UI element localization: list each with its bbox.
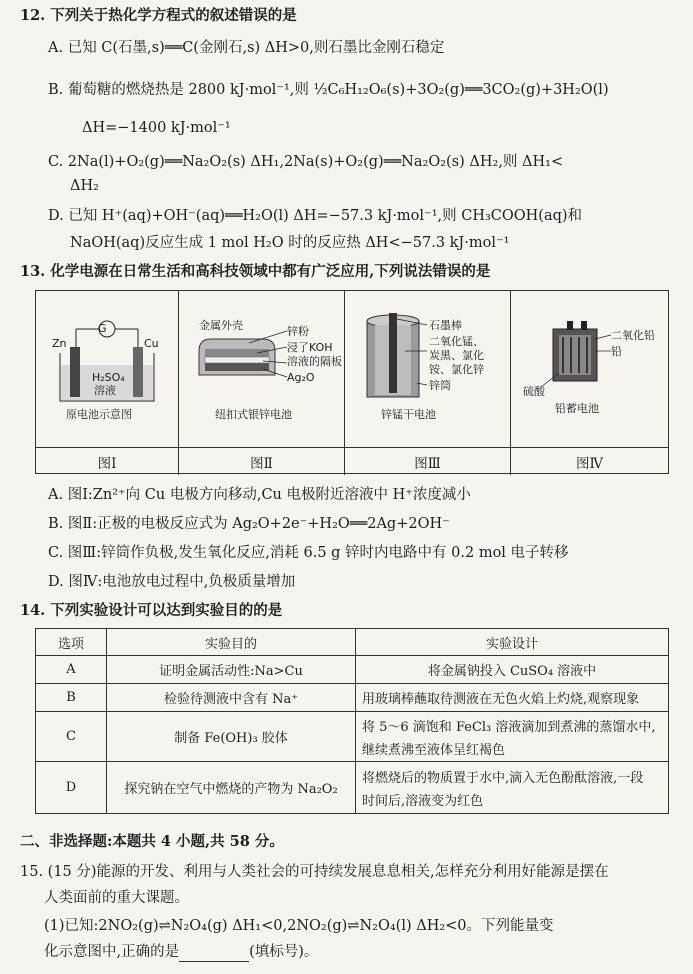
figure-4-caption: 图Ⅳ (576, 456, 603, 472)
row-goal: 制备 Fe(OH)₃ 胶体 (107, 712, 356, 762)
koh-label: 浸了KOH (287, 341, 333, 354)
zinc-can-label: 锌筒 (429, 379, 451, 392)
figure-3-caption: 图Ⅲ (414, 456, 441, 472)
row-design-line2: 继续煮沸至液体呈红褐色 (362, 742, 506, 758)
row-option: D (36, 762, 107, 814)
row-goal: 探究钠在空气中燃烧的产物为 Na₂O₂ (107, 762, 356, 814)
separator-label: 溶液的隔板 (287, 355, 342, 368)
figure-4-cell (511, 291, 668, 475)
q12-option-d-line1: D. 已知 H⁺(aq)+OH⁻(aq)══H₂O(l) ΔH=−57.3 kJ·mol⁻¹,则 CH₃COOH(aq)和 (48, 208, 583, 224)
q13-option-a: A. 图Ⅰ:Zn²⁺向 Cu 电极方向移动,Cu 电极附近溶液中 H⁺浓度减小 (48, 487, 471, 503)
zn-label: Zn (52, 337, 67, 350)
table-row (36, 712, 669, 762)
figure-2-title: 纽扣式银锌电池 (215, 408, 292, 421)
q12-option-c-line2: ΔH₂ (70, 178, 99, 194)
q12-option-b-line1: B. 葡萄糖的燃烧热是 2800 kJ·mol⁻¹,则 ½C₆H₁₂O₆(s)+3O₂(g)══3CO₂(g)+3H₂O(l) (48, 82, 609, 98)
q14-stem: 14. 下列实验设计可以达到实验目的的是 (20, 602, 283, 619)
row-design-line1: 将燃烧后的物质置于水中,滴入无色酚酞溶液,一段 (362, 770, 644, 786)
answer-blank[interactable] (179, 947, 249, 962)
q15-line-1: 15. (15 分)能源的开发、利用与人类社会的可持续发展息息相关,怎样充分利用好能源是摆在 (20, 864, 609, 880)
battery-figure-table (35, 290, 669, 474)
q15-line-4 (44, 942, 318, 962)
q15-line-4-text: 化示意图中,正确的是 (44, 944, 180, 960)
figure-2-cell (179, 291, 345, 475)
row-design (356, 712, 669, 762)
row-design: 用玻璃棒蘸取待测液在无色火焰上灼烧,观察现象 (356, 684, 669, 712)
figure-1-cell (36, 291, 179, 475)
row-option: C (36, 712, 107, 762)
figure-2-caption: 图Ⅱ (250, 456, 273, 472)
figure-3-cell (345, 291, 511, 475)
q15-line-2: 人类面前的重大课题。 (44, 890, 189, 906)
galvanometer-label: G (98, 322, 107, 335)
q12-option-d-line2: NaOH(aq)反应生成 1 mol H₂O 时的反应热 ΔH<−57.3 kJ·mol⁻¹ (70, 235, 510, 251)
q13-option-c: C. 图Ⅲ:锌筒作负极,发生氧化反应,消耗 6.5 g 锌时内电路中有 0.2 mol 电子转移 (48, 545, 569, 561)
row-goal: 检验待测液中含有 Na⁺ (107, 684, 356, 712)
table-row (36, 656, 669, 684)
row-design: 将金属钠投入 CuSO₄ 溶液中 (356, 656, 669, 684)
row-design-line1: 将 5～6 滴饱和 FeCl₃ 溶液滴加到煮沸的蒸馏水中, (362, 719, 656, 735)
metal-case-label: 金属外壳 (199, 319, 243, 332)
lead-label: 铅 (611, 345, 622, 358)
electrolyte-label: H₂SO₄ (92, 371, 125, 384)
q13-option-d: D. 图Ⅳ:电池放电过程中,负极质量增加 (48, 574, 296, 590)
row-option: B (36, 684, 107, 712)
experiment-table (35, 628, 669, 814)
q15-line-3: (1)已知:2NO₂(g)⇌N₂O₄(g) ΔH₁<0,2NO₂(g)⇌N₂O₄(l) ΔH₂<0。下列能量变 (44, 918, 554, 934)
row-design-line2: 时间后,溶液变为红色 (362, 793, 484, 809)
figure-4-title: 铅蓄电池 (555, 402, 599, 415)
q15-line-4-suffix: (填标号)。 (249, 944, 319, 960)
figure-1-title: 原电池示意图 (66, 408, 132, 421)
cu-label: Cu (144, 337, 159, 350)
carbon-black-label: 炭黑、氯化 (429, 349, 484, 362)
sulfuric-acid-label: 硫酸 (523, 385, 545, 398)
lead-acid-battery-diagram (511, 291, 668, 447)
header-goal: 实验目的 (107, 629, 356, 656)
q12-option-c-line1: C. 2Na(l)+O₂(g)══Na₂O₂(s) ΔH₁,2Na(s)+O₂(g)══Na₂O₂(s) ΔH₂,则 ΔH₁< (48, 154, 564, 170)
figure-1-caption: 图Ⅰ (97, 456, 117, 472)
q13-stem: 13. 化学电源在日常生活和高科技领域中都有广泛应用,下列说法错误的是 (20, 263, 491, 280)
row-design (356, 762, 669, 814)
pbo2-label: 二氧化铅 (611, 329, 655, 342)
nh4cl-label: 铵、氯化锌 (429, 363, 484, 376)
q12-option-b-line2: ΔH=−1400 kJ·mol⁻¹ (82, 120, 231, 136)
ag2o-label: Ag₂O (287, 371, 315, 384)
zinc-powder-label: 锌粉 (287, 325, 309, 338)
q12-stem: 12. 下列关于热化学方程式的叙述错误的是 (20, 7, 297, 24)
row-option: A (36, 656, 107, 684)
section-2-heading: 二、非选择题:本题共 4 小题,共 58 分。 (20, 833, 284, 850)
table-row (36, 762, 669, 814)
row-goal: 证明金属活动性:Na>Cu (107, 656, 356, 684)
figure-3-title: 锌锰干电池 (381, 408, 436, 421)
header-design: 实验设计 (356, 629, 669, 656)
table-row (36, 684, 669, 712)
q12-option-a: A. 已知 C(石墨,s)══C(金刚石,s) ΔH>0,则石墨比金刚石稳定 (48, 40, 445, 56)
mno2-label: 二氧化锰、 (429, 335, 484, 348)
graphite-rod-label: 石墨棒 (429, 319, 462, 332)
header-option: 选项 (36, 629, 107, 656)
q13-option-b: B. 图Ⅱ:正极的电极反应式为 Ag₂O+2e⁻+H₂O══2Ag+2OH⁻ (48, 516, 450, 532)
electrolyte-label-2: 溶液 (94, 384, 116, 397)
